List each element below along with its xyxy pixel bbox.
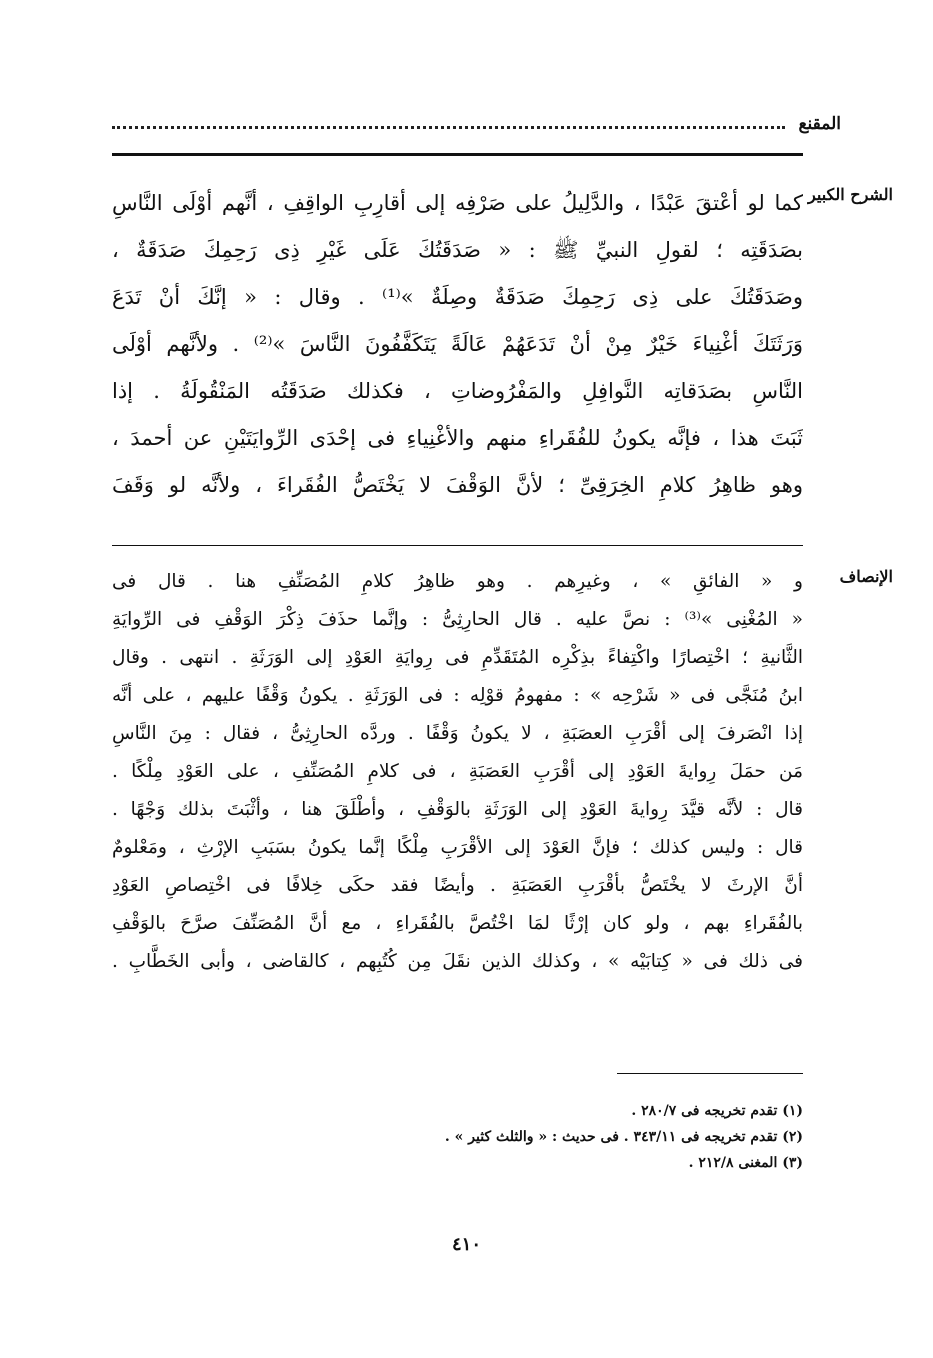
text-line: إذا انْصَرفَ إلى أقْرَبِ العصَبَةِ ، لا يكونُ وَقْفًا . وردَّه الحارِثِىُّ ، فقال : مِنَ النَّاسِ <box>112 723 803 744</box>
text-line: كما لو أعْتقَ عَبْدًا ، والدَّلِيلُ على صَرْفِه إلى أقارِبِ الواقِفِ ، أنَّهم أوْلَى النَّاسِ <box>112 191 803 215</box>
footnote-3: (٣) المغنى ٢١٢/٨ . <box>688 1155 803 1171</box>
text-line: الثَّانيةِ ؛ اخْتِصارًا واكْتِفاءً بذِكْرِه المُتَقَدِّمِ فى رِوايَةِ العَوْدِ إلى الوَرَثَةِ . انتهى . وقال <box>112 647 803 668</box>
text-line: ثَبَتَ هذا ، فإنَّه يكونُ للفُقَراءِ منهم والأغْنِياءِ فى إحْدَى الرِّوايَتَيْنِ عن أحمدَ ، <box>112 426 803 450</box>
header-dotted-leader <box>112 126 785 129</box>
page-number: ٤١٠ <box>451 1234 481 1255</box>
header-title: المقنع <box>798 114 841 134</box>
text-line: وهو ظاهِرُ كلامِ الخِرَقِىِّ ؛ لأنَّ الوَقْفَ لا يَخْتَصُّ الفُقَراءَ ، ولأنَّه لو وَقَفَ <box>112 473 803 497</box>
footnote-1: (١) تقدم تخريجه فى ٢٨٠/٧ . <box>631 1103 803 1119</box>
text-line: و « الفائقِ » ، وغيرِهم . وهو ظاهِرُ كلامِ المُصَنِّفِ هنا . قال فى <box>112 571 803 592</box>
text-line: فى ذلك فى « كِتابَيْه » ، وكذلك الذين نقَلَ مِن كُتُبِهم ، كالقاضى ، وأبى الخَطَّابِ . <box>112 951 803 972</box>
text-line: ابنُ مُنَجَّى فى « شَرْحِه » : مفهومُ قوْلِه : فى الوَرَثَةِ . يكونُ وَقْفًا عليهم ، على أنَّه <box>112 685 803 706</box>
text-line: مَن حمَلَ رِوايةَ العَوْدِ إلى أقْرَبِ العَصَبَةِ ، فى كلامِ المُصَنِّفِ ، على العَوْدِ مِلْكًا . <box>112 761 803 782</box>
footnote-2: (٢) تقدم تخريجه فى ٣٤٣/١١ . فى حديث : « والثلث كثير » . <box>444 1129 803 1145</box>
text-line: قال : لأنَّه قيَّدَ رِوايةَ العَوْدِ إلى الوَرَثَةِ بالوَقْفِ ، وأطْلَقَ هنا ، وأثْبَتَ بذلك وَجْهًا . <box>112 799 803 820</box>
insaf-text-block <box>112 563 803 981</box>
section-divider <box>112 545 803 546</box>
running-header <box>112 112 841 142</box>
footnotes <box>300 1098 803 1176</box>
text-line: أنَّ الإرثَ لا يخْتَصُّ بأقْرَبِ العَصَبَةِ . وأيضًا فقد حكَى خِلافًا فى اخْتِصاصِ العَوْدِ <box>112 875 803 896</box>
sharh-text-block <box>112 180 803 509</box>
insaf-side-label: الإنصاف <box>839 567 893 586</box>
text-line: بالفُقَراءِ بهم ، ولو كان إرْثًا لمَا اخْتُصَّ بالفُقَراءِ ، مع أنَّ المُصَنِّفَ صرَّحَ بالوَقْفِ <box>112 913 803 934</box>
text-line: وَرَثَتَكَ أغْنِياءَ خَيْرٌ مِنْ أنْ تَدَعَهُمْ عَالَةً يَتَكَفَّفُونَ النَّاسَ »⁽²⁾ . ولأنَّهم أوْلَى <box>112 332 803 356</box>
text-line: « المُغْنِى »⁽³⁾ : نصَّ عليه . قال الحارِثِىُّ : وإنَّما حذَفَ ذِكْرَ الوَقْفِ فى الرِّوايَةِ <box>112 609 803 630</box>
text-line: قال : وليس كذلك ؛ فإنَّ العَوْدَ إلى الأقْرَبِ مِلْكًا إنَّما يكونُ بسَبَبِ الإرْثِ ، ومَعْلومٌ <box>112 837 803 858</box>
sharh-side-label: الشرح الكبير <box>808 185 893 204</box>
header-rule <box>112 153 803 156</box>
text-line: النَّاسِ بصَدَقاتِه النَّوافِلِ والمَفْرُوضاتِ ، فكذلك صَدَقَتُه المَنْقُولَةُ . إذا <box>112 379 803 403</box>
text-line: وصَدَقَتُكَ على ذِى رَحِمِكَ صَدَقَةٌ وصِلَةٌ »⁽¹⁾ . وقال : « إنَّكَ أنْ تَدَعَ <box>112 285 803 309</box>
footnote-rule <box>617 1073 803 1074</box>
text-line: بصَدَقَتِه ؛ لقولِ النبيِّ ﷺ : « صَدَقَتُكَ عَلَى غَيْرِ ذِى رَحِمِكَ صَدَقَةٌ ، <box>112 238 803 262</box>
